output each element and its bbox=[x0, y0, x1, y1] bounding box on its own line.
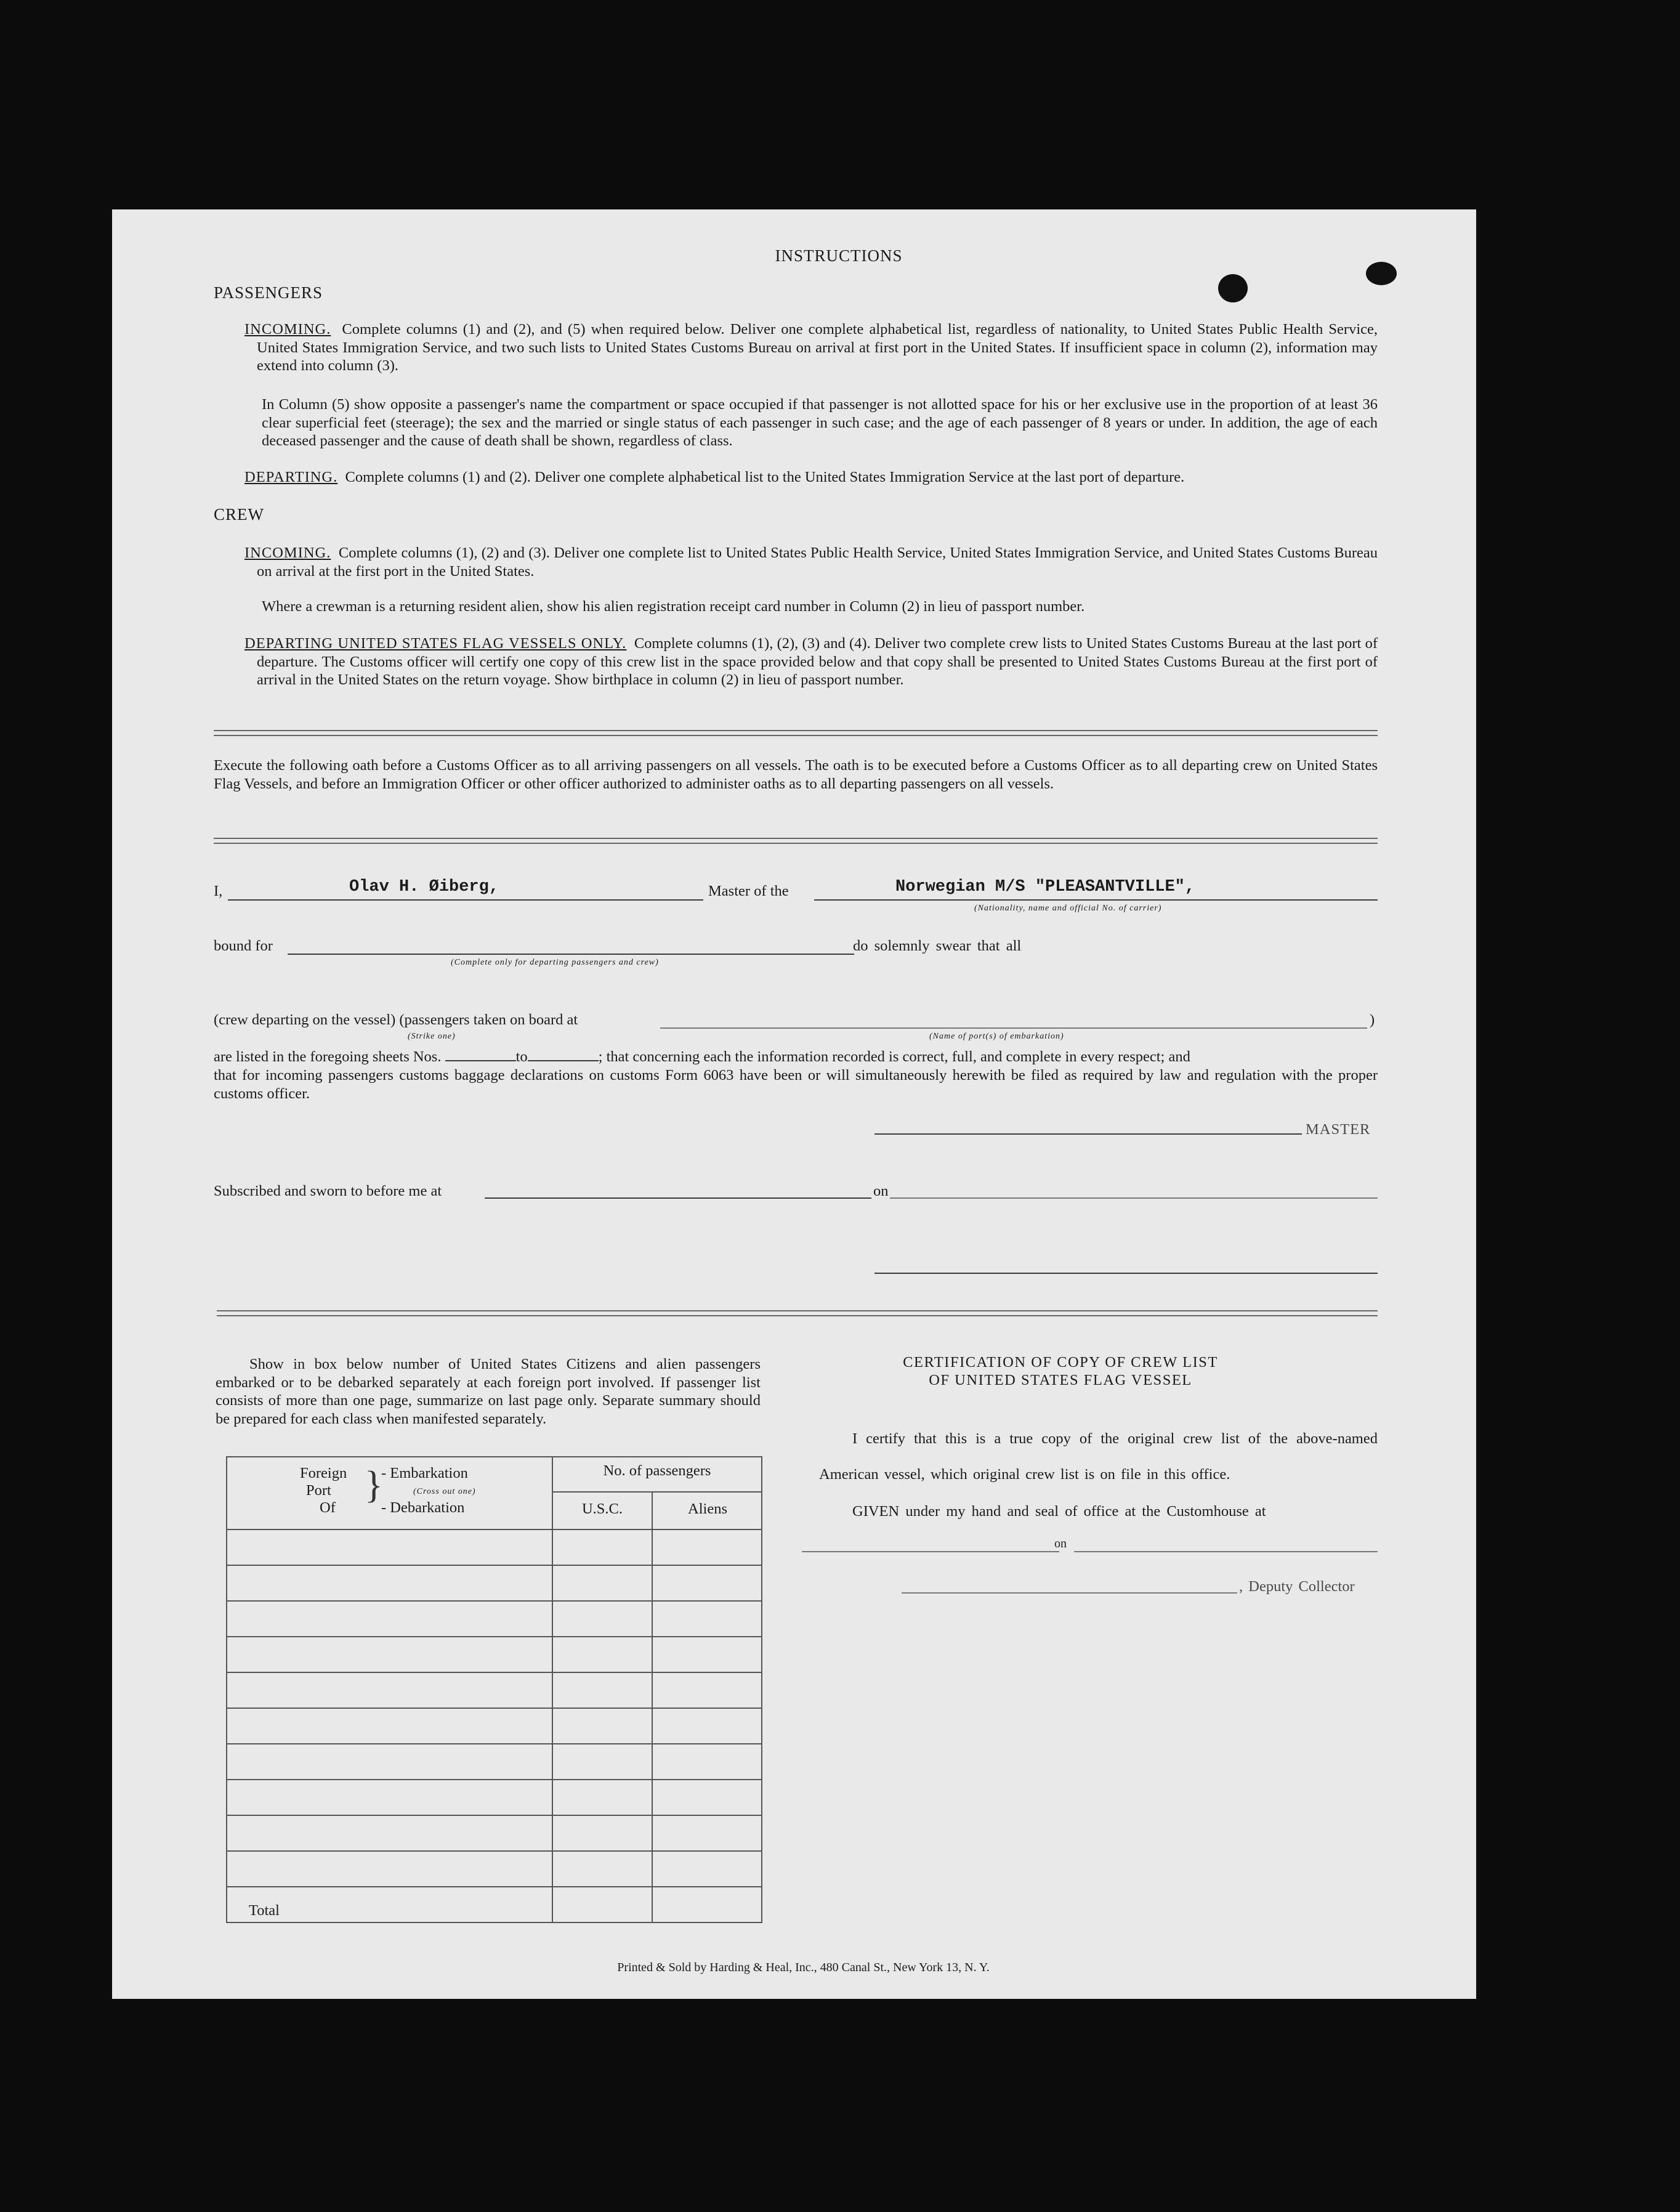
table-row bbox=[227, 1851, 762, 1887]
printer-footer: Printed & Sold by Harding & Heal, Inc., 480 Canal St., New York 13, N. Y. bbox=[617, 1961, 990, 1974]
sheets-statement bbox=[214, 1048, 1378, 1066]
port-caption: (Name of port(s) of embarkation) bbox=[929, 1032, 1064, 1041]
officer-signature-line bbox=[874, 1266, 1378, 1274]
section-heading-crew: CREW bbox=[214, 505, 264, 524]
master-signature-line bbox=[874, 1127, 1302, 1135]
deputy-collector-label: , Deputy Collector bbox=[1239, 1578, 1355, 1595]
bound-for-line bbox=[288, 947, 854, 955]
section-heading-passengers: PASSENGERS bbox=[214, 283, 323, 302]
passengers-incoming bbox=[244, 320, 1378, 375]
oath-i-label: I, bbox=[214, 883, 223, 899]
summary-instructions: Show in box below number of United States Citizens and alien passengers embarked or to be debarked separately at each foreign port involved. If passenger list consists of more than one page, summarize on last page only. Separate summary should be prepared for each class when manifested separately. bbox=[216, 1356, 761, 1427]
total-label: Total bbox=[249, 1902, 280, 1919]
customhouse-line bbox=[802, 1545, 1059, 1552]
sheets-to-label: to bbox=[515, 1048, 528, 1065]
header-foreign: Foreign bbox=[300, 1465, 347, 1481]
page-title: INSTRUCTIONS bbox=[775, 246, 903, 265]
header-aliens: Aliens bbox=[688, 1501, 727, 1517]
header-port: Port bbox=[306, 1482, 331, 1499]
table-row bbox=[227, 1565, 762, 1601]
embarkation-port-line bbox=[660, 1021, 1367, 1029]
table-row bbox=[227, 1601, 762, 1637]
passengers-departing-label: DEPARTING. bbox=[244, 469, 338, 485]
sheets-text: ; that concerning each the information recorded is correct, full, and complete in every respect; and bbox=[598, 1048, 1190, 1065]
crew-flag-text: Complete columns (1), (2), (3) and (4). Deliver two complete crew lists to United States Customs Bureau at the last port of departure. The Customs officer will certify one copy of this crew list in the space provided below and that copy shall be presented to United States Customs Bureau at the first port of arrival in the United States on the return voyage. Show birthplace in column (2) in lieu of passport number. bbox=[257, 635, 1378, 688]
sheets-from-line bbox=[445, 1049, 516, 1061]
total-label-cell bbox=[227, 1887, 552, 1922]
bound-for-label: bound for bbox=[214, 938, 273, 954]
certification-title-1: CERTIFICATION OF COPY OF CREW LIST bbox=[903, 1354, 1218, 1371]
passengers-departing bbox=[244, 468, 1378, 487]
header-of: Of bbox=[320, 1499, 336, 1516]
table-row bbox=[227, 1815, 762, 1851]
sheets-to-line bbox=[528, 1049, 599, 1061]
subscribed-on-label: on bbox=[873, 1183, 889, 1199]
subscribed-date-line bbox=[890, 1191, 1378, 1199]
header-passengers-cell bbox=[552, 1457, 762, 1529]
close-paren: ) bbox=[1370, 1011, 1375, 1028]
crew-incoming bbox=[244, 544, 1378, 580]
crew-incoming-label: INCOMING. bbox=[244, 545, 331, 561]
statement-rest: that for incoming passengers customs baggage declarations on customs Form 6063 have been or will simultaneously herewith be filed as required by law and regulation with the proper customs officer. bbox=[214, 1067, 1378, 1102]
strike-caption: (Strike one) bbox=[408, 1032, 456, 1041]
header-usc: U.S.C. bbox=[581, 1501, 623, 1517]
passengers-column5: In Column (5) show opposite a passenger's name the compartment or space occupied if that passenger is not allotted space for his or her exclusive use in the proportion of at least 36 clear superficial feet (steerage); the sex and the married or single status of each passenger in such case; and the age of each passenger of 8 years or under. In addition, the age of each deceased passenger and the cause of death shall be shown, regardless of class. bbox=[262, 396, 1378, 449]
table-row bbox=[227, 1672, 762, 1708]
passengers-incoming-label: INCOMING. bbox=[244, 321, 331, 338]
certification-line-2: American vessel, which original crew list is on file in this office. bbox=[819, 1466, 1230, 1483]
header-passengers: No. of passengers bbox=[603, 1462, 711, 1479]
vessel-name: Norwegian M/S "PLEASANTVILLE", bbox=[895, 878, 1195, 896]
crew-resident: Where a crewman is a returning resident alien, show his alien registration receipt card number in Column (2) in lieu of passport number. bbox=[262, 598, 1085, 615]
table-row bbox=[227, 1744, 762, 1780]
section-divider bbox=[217, 1310, 1378, 1316]
table-row bbox=[227, 1708, 762, 1744]
certification-date-line bbox=[1074, 1545, 1378, 1552]
section-divider bbox=[214, 730, 1378, 736]
header-debarkation: - Debarkation bbox=[381, 1499, 465, 1516]
subscribed-place-line bbox=[485, 1191, 871, 1199]
vessel-caption: (Nationality, name and official No. of carrier) bbox=[974, 904, 1162, 913]
oath-instructions: Execute the following oath before a Customs Officer as to all arriving passengers on all vessels. The oath is to be executed before a Customs Officer as to all departing crew on United States Flag Vessels, and before an Immigration Officer or other officer authorized to administer oaths as to all departing passengers on all vessels. bbox=[214, 757, 1378, 792]
header-port-cell bbox=[227, 1457, 552, 1529]
certification-on-label: on bbox=[1054, 1537, 1067, 1550]
sheets-label: are listed in the foregoing sheets Nos. bbox=[214, 1048, 442, 1065]
passengers-incoming-text: Complete columns (1) and (2), and (5) when required below. Deliver one complete alphabetical list, regardless of nationality, to United States Public Health Service, United States Immigration Service, and two such lists to United States Customs Bureau on arrival at first port in the United States. If insufficient space in column (2), information may extend into column (3). bbox=[257, 321, 1378, 374]
passengers-departing-text: Complete columns (1) and (2). Deliver one complete alphabetical list to the United States Immigration Service at the last port of departure. bbox=[345, 469, 1185, 485]
table-row bbox=[227, 1780, 762, 1815]
brace-icon: } bbox=[365, 1464, 383, 1506]
deputy-signature-line bbox=[902, 1586, 1237, 1594]
table-row bbox=[227, 1529, 762, 1565]
subscribed-label: Subscribed and sworn to before me at bbox=[214, 1183, 442, 1199]
crew-flag-vessels bbox=[244, 634, 1378, 689]
header-cross: (Cross out one) bbox=[413, 1487, 476, 1496]
ink-blot bbox=[1218, 274, 1248, 302]
passenger-summary-table bbox=[226, 1456, 762, 1923]
certification-line-1: I certify that this is a true copy of the original crew list of the above-named bbox=[852, 1430, 1378, 1447]
master-name: Olav H. Øiberg, bbox=[349, 878, 499, 896]
total-row bbox=[227, 1887, 762, 1922]
swear-text: do solemnly swear that all bbox=[853, 938, 1022, 954]
master-of-label: Master of the bbox=[708, 883, 789, 899]
bound-caption: (Complete only for departing passengers and crew) bbox=[451, 958, 659, 967]
header-embarkation: - Embarkation bbox=[381, 1465, 468, 1481]
master-label: MASTER bbox=[1306, 1121, 1371, 1138]
header-split-line bbox=[553, 1491, 761, 1493]
crew-incoming-text: Complete columns (1), (2) and (3). Deliver one complete list to United States Public Health Service, United States Immigration Service, and United States Customs Bureau on arrival at the first port in the United States. bbox=[257, 545, 1378, 580]
certification-title-2: OF UNITED STATES FLAG VESSEL bbox=[929, 1372, 1192, 1388]
section-divider bbox=[214, 838, 1378, 844]
table-row bbox=[227, 1637, 762, 1672]
crew-flag-label: DEPARTING UNITED STATES FLAG VESSELS ONLY. bbox=[244, 635, 627, 652]
form-page bbox=[112, 209, 1476, 1999]
certification-line-3: GIVEN under my hand and seal of office at the Customhouse at bbox=[852, 1503, 1266, 1520]
departing-text: (crew departing on the vessel) (passengers taken on board at bbox=[214, 1011, 578, 1028]
